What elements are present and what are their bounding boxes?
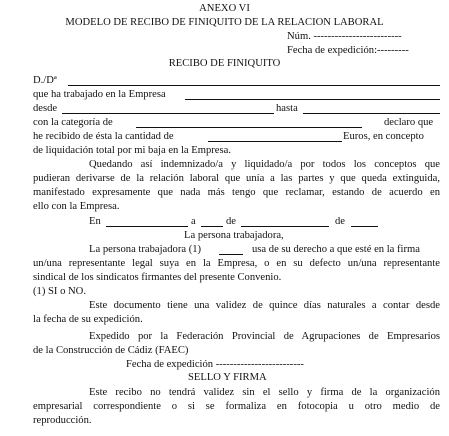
category-field[interactable] — [136, 126, 362, 128]
paragraph-3-line-2: la fecha de su expedición. — [33, 314, 143, 325]
until-field[interactable] — [303, 112, 440, 114]
paragraph-5-line-2: empresarial correspondiente o si se formaliza en fotocopia u otro medio de — [33, 401, 440, 412]
year-field[interactable] — [351, 225, 378, 227]
paragraph-1-line-3: manifestado expresamente que nada más tengo que reclamar, estando de acuerdo en — [33, 187, 440, 198]
settlement-line: de liquidación total por mi baja en la Empresa. — [33, 145, 231, 156]
worker-signature-label: La persona trabajadora, — [184, 230, 284, 241]
day-label: a — [191, 216, 196, 227]
issue-date-2: Fecha de expedición ------------------------- — [126, 359, 304, 370]
paragraph-2-line-1b: usa de su derecho a que esté en la firma — [252, 244, 420, 255]
yes-no-field[interactable] — [219, 253, 243, 255]
paragraph-5-line-1: Este recibo no tendrá validez sin el sello y firma de la organización — [89, 387, 440, 398]
amount-field[interactable] — [208, 140, 342, 142]
paragraph-3-line-1: Este documento tiene una validez de quince días naturales a contar desde — [89, 300, 440, 311]
paragraph-2-line-3: sindical de los sindicatos firmantes del presente Convenio. — [33, 272, 282, 283]
company-field[interactable] — [185, 98, 440, 100]
category-label: con la categoría de — [33, 117, 113, 128]
paragraph-5-line-3: reproducción. — [33, 415, 92, 426]
paragraph-4-line-2: de la Construcción de Cádiz (FAEC) — [33, 345, 189, 356]
paragraph-4-line-1: Expedido por la Federación Provincial de Agrupaciones de Empresarios — [89, 331, 440, 342]
dd-label: D./Dª — [33, 75, 57, 86]
model-title: MODELO DE RECIBO DE FINIQUITO DE LA RELACION LABORAL — [65, 17, 384, 28]
amount-label: he recibido de ésta la cantidad de — [33, 131, 174, 142]
month-label: de — [226, 216, 236, 227]
paragraph-1-line-2: pudieran derivarse de la relación laboral que unía a las partes y que queda extinguida, — [33, 173, 440, 184]
month-field[interactable] — [241, 225, 329, 227]
annex-title: ANEXO VI — [199, 3, 250, 14]
company-label: que ha trabajado en la Empresa — [33, 89, 166, 100]
from-label: desde — [33, 103, 58, 114]
year-label: de — [335, 216, 345, 227]
declare-label: declaro que — [384, 117, 434, 128]
receipt-title: RECIBO DE FINIQUITO — [168, 58, 281, 69]
seal-signature-title: SELLO Y FIRMA — [188, 372, 267, 383]
receipt-number: Núm. ------------------------- — [287, 31, 402, 42]
issue-date: Fecha de expedición:--------- — [287, 45, 409, 56]
name-field[interactable] — [68, 84, 440, 86]
place-field[interactable] — [106, 225, 188, 227]
paragraph-1-line-1: Quedando así indemnizado/a y liquidado/a por todos los conceptos que — [89, 159, 440, 170]
paragraph-2-line-2: un/una representante legal suya en la Empresa, o en su defecto un/una representante — [33, 258, 440, 269]
euros-label: Euros, en concepto — [343, 131, 424, 142]
place-label: En — [89, 216, 101, 227]
paragraph-2-line-1a: La persona trabajadora (1) — [89, 244, 202, 255]
footnote-yes-no: (1) SI o NO. — [33, 286, 86, 297]
from-field[interactable] — [62, 112, 274, 114]
day-field[interactable] — [201, 225, 223, 227]
paragraph-1-line-4: ello con la Empresa. — [33, 201, 120, 212]
until-label: hasta — [276, 103, 298, 114]
